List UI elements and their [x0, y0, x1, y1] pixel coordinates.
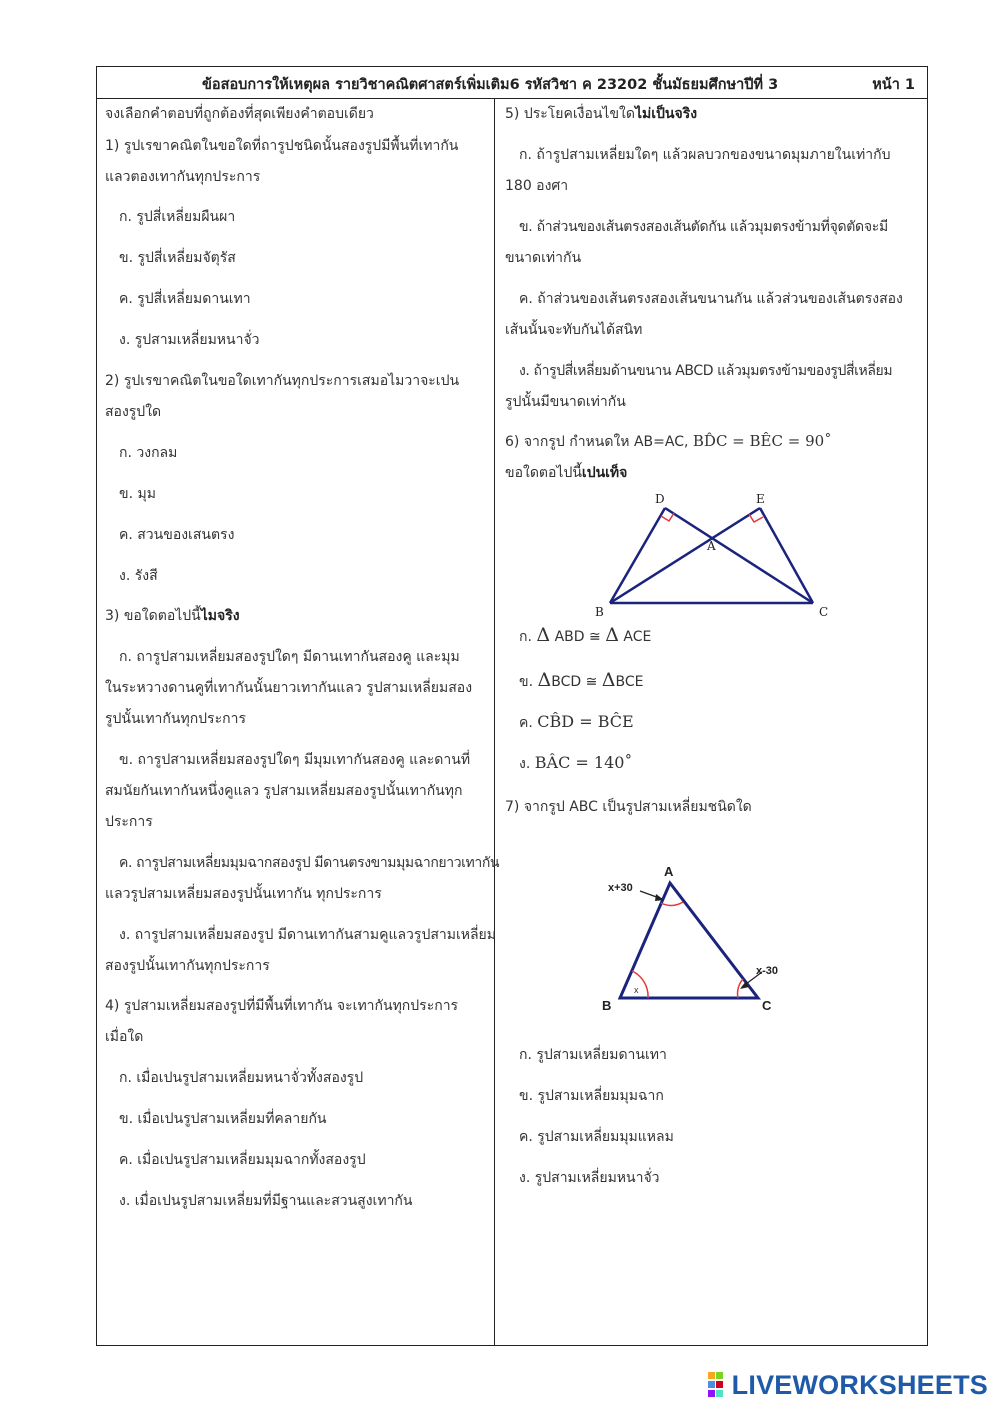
- q6-option-a-end: ACE: [623, 629, 652, 645]
- q6-stem-line1: [505, 431, 832, 453]
- q5-option-a-line1[interactable]: ก. ถ้ารูปสามเหลี่ยมใดๆ แล้วผลบวกของขนาดมุมภายในเท่ากับ: [519, 147, 891, 163]
- q1-stem-line2: แลวตองเทากันทุกประการ: [105, 169, 261, 185]
- q6-option-b-math: BCD ≅: [551, 674, 598, 690]
- q4-option-d[interactable]: ง. เมื่อเปนรูปสามเหลี่ยมที่มีฐานและสวนสูงเทากัน: [119, 1193, 413, 1209]
- q1-option-d[interactable]: ง. รูปสามเหลี่ยมหนาจั่ว: [119, 332, 260, 348]
- q5-stem-prefix: 5) ประโยคเงื่อนไขใด: [505, 106, 635, 122]
- q6-segment-bd: [610, 508, 665, 603]
- q5-option-a-line2: 180 องศา: [505, 178, 569, 194]
- q5-option-b-line1[interactable]: ข. ถ้าส่วนของเส้นตรงสองเส้นตัดกัน แล้วมุมตรงข้ามที่จุดตัดจะมี: [519, 219, 888, 235]
- q6-option-a-delta2: Δ: [605, 624, 619, 646]
- q7-label-a: A: [664, 864, 674, 879]
- q6-option-b-end: BCE: [615, 674, 644, 690]
- q7-triangle: [620, 883, 758, 998]
- q6-option-b-delta2: Δ: [601, 669, 616, 691]
- q1-option-b[interactable]: ข. รูปสี่เหลี่ยมจัตุรัส: [119, 250, 236, 266]
- q6-option-c-math: CB̂D = BĈE: [537, 712, 634, 731]
- q7-angle-a-arc: [661, 902, 683, 905]
- q3-option-b-line3: ประการ: [105, 814, 153, 830]
- page-title: ข้อสอบการให้เหตุผล รายวิชาคณิตศาสตร์เพิ่มเติม6 รหัสวิชา ค 23202 ชั้นมัธยมศึกษาปีที่ 3: [202, 77, 779, 93]
- q6-option-c-label: ค.: [519, 715, 533, 731]
- q6-stem-line2-emphasis: เปนเท็จ: [581, 465, 628, 481]
- q4-option-b[interactable]: ข. เมื่อเปนรูปสามเหลี่ยมที่คลายกัน: [119, 1111, 327, 1127]
- q2-option-c[interactable]: ค. สวนของเสนตรง: [119, 527, 235, 543]
- q3-option-d-line2: สองรูปนั้นเทากันทุกประการ: [105, 958, 270, 974]
- q7-option-c[interactable]: ค. รูปสามเหลี่ยมมุมแหลม: [519, 1129, 674, 1145]
- q2-stem-line2: สองรูปใด: [105, 404, 162, 420]
- q5-stem: [505, 103, 697, 125]
- q5-option-b-line2: ขนาดเท่ากัน: [505, 250, 582, 266]
- q7-label-angle-b: x: [634, 985, 639, 995]
- q7-label-c: C: [762, 998, 772, 1013]
- q3-option-a-line2: ในระหวางดานคูที่เทากันนั้นยาวเทากันแลว รูปสามเหลี่ยมสอง: [105, 680, 473, 696]
- q3-option-a-line1[interactable]: ก. ถารูปสามเหลี่ยมสองรูปใดๆ มีดานเทากันสองคู และมุม: [119, 649, 460, 665]
- q6-option-a-label: ก.: [519, 629, 532, 645]
- q3-option-d-line1[interactable]: ง. ถารูปสามเหลี่ยมสองรูป มีดานเทากันสามคูแลวรูปสามเหลี่ยม: [119, 927, 496, 943]
- q7-label-angle-c: x-30: [756, 965, 779, 977]
- q6-stem-line2-prefix: ขอใดตอไปนี้: [505, 465, 582, 481]
- worksheet: [96, 66, 928, 1346]
- q7-stem: 7) จากรูป ABC เป็นรูปสามเหลี่ยมชนิดใด: [505, 799, 752, 815]
- q3-stem-prefix: 3) ขอใดตอไปนี้: [105, 608, 201, 624]
- q3-option-b-line1[interactable]: ข. ถารูปสามเหลี่ยมสองรูปใดๆ มีมุมเทากันสองคู และดานที่: [119, 752, 471, 768]
- header-row: [97, 67, 927, 99]
- q2-stem-line1: 2) รูปเรขาคณิตในขอใดเทากันทุกประการเสมอไมวาจะเปน: [105, 373, 460, 389]
- q1-stem-line1: 1) รูปเรขาคณิตในขอใดที่ถารูปชนิดนั้นสองรูปมีพื้นที่เทากัน: [105, 138, 459, 154]
- q6-right-angle-d: [661, 513, 674, 521]
- q6-option-d-math: BÂC = 140˚: [534, 753, 633, 772]
- q6-option-c[interactable]: [519, 712, 634, 734]
- q5-stem-emphasis: ไม่เป็นจริง: [634, 106, 698, 122]
- q6-label-b: B: [595, 605, 604, 619]
- q6-option-b-label: ข.: [519, 674, 534, 690]
- liveworksheets-logo[interactable]: [708, 1370, 988, 1400]
- q3-stem: [105, 605, 240, 627]
- right-column: [495, 98, 927, 1345]
- page-number: หน้า 1: [872, 77, 915, 93]
- q6-label-d: D: [655, 492, 665, 506]
- q6-right-angle-e: [749, 514, 763, 522]
- q6-figure: [595, 488, 835, 623]
- q4-stem-line2: เมื่อใด: [105, 1029, 144, 1045]
- q6-option-d[interactable]: [519, 753, 632, 775]
- q5-option-c-line1[interactable]: ค. ถ้าส่วนของเส้นตรงสองเส้นขนานกัน แล้วส่วนของเส้นตรงสอง: [519, 291, 903, 307]
- q5-option-d-line1[interactable]: ง. ถ้ารูปสี่เหลี่ยมด้านขนาน ABCD แล้วมุมตรงข้ามของรูปสี่เหลี่ยม: [519, 363, 893, 379]
- instruction: จงเลือกคำตอบที่ถูกต้องที่สุดเพียงคำตอบเดียว: [105, 106, 374, 122]
- q6-stem-math: BD̂C = BÊC = 90˚: [692, 432, 832, 450]
- q3-option-b-line2: สมนัยกันเทากันหนึ่งคูแลว รูปสามเหลี่ยมสองรูปนั้นเทากันทุก: [105, 783, 463, 799]
- logo-text: LIVEWORKSHEETS: [731, 1369, 988, 1400]
- q7-option-d[interactable]: ง. รูปสามเหลี่ยมหนาจั่ว: [519, 1170, 660, 1186]
- q6-label-a: A: [707, 539, 716, 553]
- q7-figure: [600, 858, 790, 1018]
- left-column: [97, 98, 500, 1345]
- q2-option-d[interactable]: ง. รังสี: [119, 568, 158, 584]
- q6-option-a-delta1: Δ: [536, 624, 551, 646]
- q7-option-b[interactable]: ข. รูปสามเหลี่ยมมุมฉาก: [519, 1088, 664, 1104]
- q6-option-d-label: ง.: [519, 756, 531, 772]
- q6-option-a[interactable]: [519, 624, 651, 648]
- q6-label-c: C: [819, 605, 829, 619]
- q4-stem-line1: 4) รูปสามเหลี่ยมสองรูปที่มีพื้นที่เทากัน จะเทากันทุกประการ: [105, 998, 459, 1014]
- q4-option-c[interactable]: ค. เมื่อเปนรูปสามเหลี่ยมมุมฉากทั้งสองรูป: [119, 1152, 366, 1168]
- q1-option-c[interactable]: ค. รูปสี่เหลี่ยมดานเทา: [119, 291, 251, 307]
- q7-option-a[interactable]: ก. รูปสามเหลี่ยมดานเทา: [519, 1047, 667, 1063]
- q3-option-c-line2: แลวรูปสามเหลี่ยมสองรูปนั้นเทากัน ทุกประการ: [105, 886, 382, 902]
- q6-option-a-math: ABD ≅: [554, 629, 601, 645]
- q4-option-a[interactable]: ก. เมื่อเปนรูปสามเหลี่ยมหนาจั่วทั้งสองรูป: [119, 1070, 364, 1086]
- q6-option-b[interactable]: [519, 669, 644, 693]
- q3-option-a-line3: รูปนั้นเทากันทุกประการ: [105, 711, 246, 727]
- q3-stem-emphasis: ไมจริง: [200, 608, 240, 624]
- q6-label-e: E: [756, 492, 765, 506]
- q1-option-a[interactable]: ก. รูปสี่เหลี่ยมผืนผา: [119, 209, 236, 225]
- q3-option-c-line1[interactable]: ค. ถารูปสามเหลี่ยมมุมฉากสองรูป มีดานตรงขามมุมฉากยาวเทากัน: [119, 855, 500, 871]
- q6-stem-line2: [505, 462, 627, 484]
- q2-option-a[interactable]: ก. วงกลม: [119, 445, 178, 461]
- q5-option-c-line2: เส้นนั้นจะทับกันได้สนิท: [505, 322, 643, 338]
- logo-icon: [708, 1372, 732, 1398]
- q6-segment-ec: [760, 508, 813, 603]
- q6-stem-text: 6) จากรูป กำหนดให AB=AC,: [505, 434, 689, 450]
- q2-option-b[interactable]: ข. มุม: [119, 486, 156, 502]
- q7-label-angle-a: x+30: [608, 882, 633, 894]
- q7-label-b: B: [602, 998, 612, 1013]
- q5-option-d-line2: รูปนั้นมีขนาดเท่ากัน: [505, 394, 626, 410]
- q6-option-b-delta1: Δ: [537, 669, 552, 691]
